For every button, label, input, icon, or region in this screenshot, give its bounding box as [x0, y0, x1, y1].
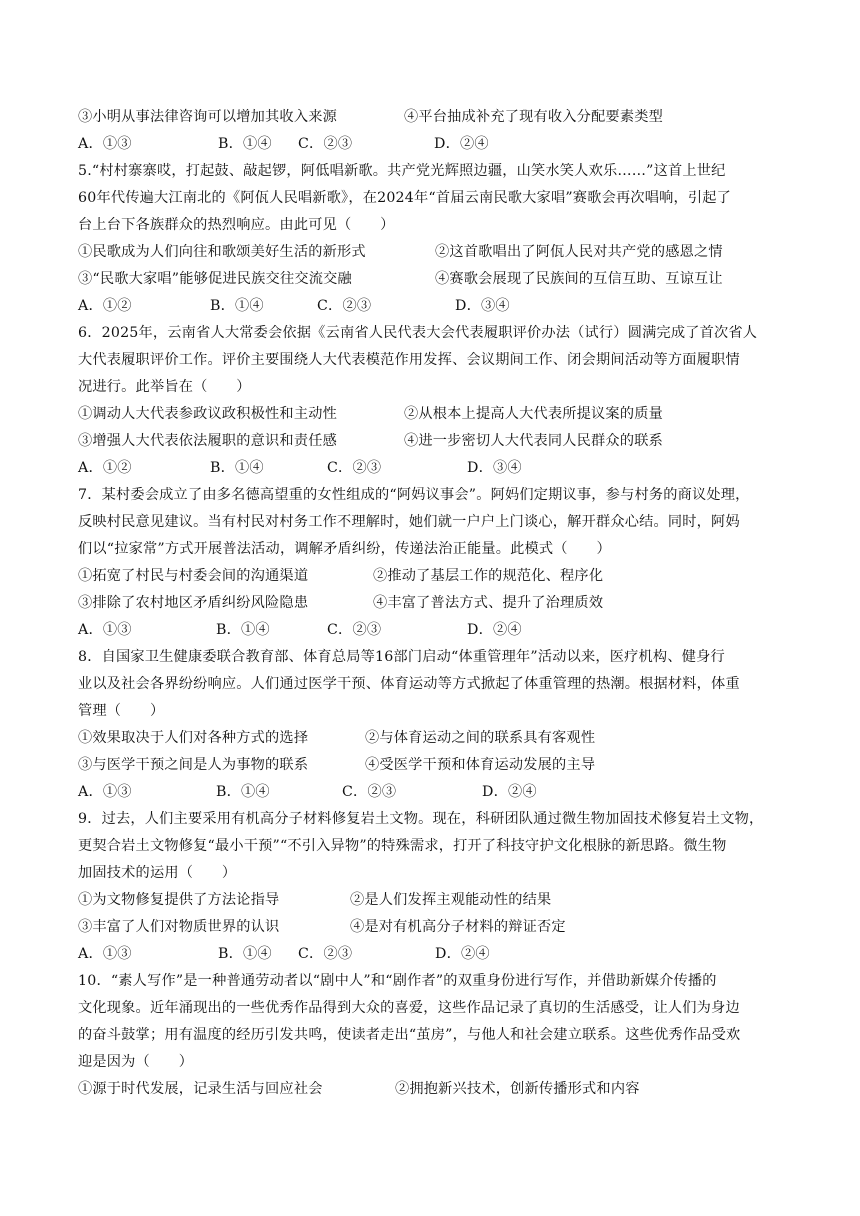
question-6-text: 大代表履职评价工作。评价主要围绕人大代表模范作用发挥、会议期间工作、闭会期间活动等方面履职情 [78, 352, 740, 368]
answer-d: D．③④ [467, 460, 522, 476]
option-1: ①为文物修复提供了方法论指导 [78, 892, 280, 908]
option-line [78, 270, 723, 288]
option-1: ①效果取决于人们对各种方式的选择 [78, 730, 309, 746]
option-2: ②拥抱新兴技术，创新传播形式和内容 [395, 1081, 640, 1097]
option-line [78, 432, 663, 450]
option-2: ②从根本上提高人大代表所提议案的质量 [404, 406, 663, 422]
answer-d: D．②④ [467, 622, 522, 638]
answer-line [78, 135, 489, 153]
answer-line [78, 459, 522, 477]
answer-b: B．①④ [216, 622, 270, 638]
option-line [78, 729, 595, 747]
answer-line [78, 783, 537, 801]
question-7-text: 7．某村委会成立了由多名德高望重的女性组成的“阿妈议事会”。阿妈们定期议事，参与村务的商议处理， [78, 487, 750, 503]
answer-a: A．①③ [78, 784, 132, 800]
answer-line [78, 945, 490, 963]
option-line [78, 1080, 640, 1098]
answer-a: A．①② [78, 298, 132, 314]
option-4: ④丰富了普法方式、提升了治理质效 [373, 595, 604, 611]
answer-d: D．②④ [482, 784, 537, 800]
answer-c: C．②③ [327, 460, 382, 476]
option-1: ①调动人大代表参政议政积极性和主动性 [78, 406, 337, 422]
option-4: ④平台抽成补充了现有收入分配要素类型 [404, 109, 663, 125]
option-line [78, 567, 603, 585]
answer-d: D．②④ [434, 136, 489, 152]
answer-c: C．②③ [298, 136, 353, 152]
answer-c: C．②③ [327, 622, 382, 638]
option-3: ③丰富了人们对物质世界的认识 [78, 919, 280, 935]
question-10-text: 迎是因为（ ） [78, 1054, 194, 1070]
option-3: ③“民歌大家唱”能够促进民族交往交流交融 [78, 271, 352, 287]
answer-a: A．①② [78, 460, 132, 476]
answer-c: C．②③ [298, 946, 353, 962]
question-9-text: 更契合岩土文物修复“最小干预”“不引入异物”的特殊需求，打开了科技守护文化根脉的新思路。微生物 [78, 838, 727, 854]
option-2: ②推动了基层工作的规范化、程序化 [373, 568, 604, 584]
question-10-text: 10．“素人写作”是一种普通劳动者以“剧中人”和“剧作者”的双重身份进行写作，并借助新媒介传播的 [78, 973, 717, 989]
question-9-text: 加固技术的运用（ ） [78, 865, 237, 881]
answer-a: A．①③ [78, 946, 132, 962]
option-line [78, 756, 595, 774]
option-3: ③排除了农村地区矛盾纠纷风险隐患 [78, 595, 309, 611]
question-8-text: 8．自国家卫生健康委联合教育部、体育总局等16部门启动“体重管理年”活动以来，医疗机构、健身行 [78, 649, 725, 665]
question-7-text: 们以“拉家常”方式开展普法活动，调解矛盾纠纷，传递法治正能量。此模式（ ） [78, 541, 611, 557]
option-line [78, 918, 566, 936]
option-1: ①民歌成为人们向往和歌颂美好生活的新形式 [78, 244, 366, 260]
option-2: ②这首歌唱出了阿佤人民对共产党的感恩之情 [435, 244, 723, 260]
question-7-text: 反映村民意见建议。当有村民对村务工作不理解时，她们就一户户上门谈心，解开群众心结。同时，阿妈 [78, 514, 740, 530]
answer-a: A．①③ [78, 622, 132, 638]
option-3: ③与医学干预之间是人为事物的联系 [78, 757, 309, 773]
option-4: ④是对有机高分子材料的辩证否定 [350, 919, 566, 935]
answer-b: B．①④ [218, 946, 272, 962]
option-3: ③增强人大代表依法履职的意识和责任感 [78, 433, 337, 449]
question-5-text: 台上台下各族群众的热烈响应。由此可见（ ） [78, 217, 395, 233]
question-5-text: 60年代传遍大江南北的《阿佤人民唱新歌》，在2024年“首届云南民歌大家唱”赛歌会再次唱响，引起了 [78, 190, 732, 206]
answer-b: B．①④ [210, 298, 264, 314]
question-6-text: 6．2025年，云南省人大常委会依据《云南省人民代表大会代表履职评价办法（试行）圆满完成了首次省人 [78, 325, 758, 341]
question-6-text: 况进行。此举旨在（ ） [78, 379, 251, 395]
answer-d: D．②④ [435, 946, 490, 962]
question-10-text: 的奋斗鼓掌；用有温度的经历引发共鸣，使读者走出“茧房”，与他人和社会建立联系。这些优秀作品受欢 [78, 1027, 741, 1043]
question-5-text: 5.“村村寨寨哎，打起鼓、敲起锣，阿低唱新歌。共产党光辉照边疆，山笑水笑人欢乐……”这首上世纪 [78, 163, 726, 179]
answer-b: B．①④ [210, 460, 264, 476]
option-line [78, 243, 723, 261]
option-line [78, 594, 603, 612]
option-1: ①源于时代发展，记录生活与回应社会 [78, 1081, 323, 1097]
question-8-text: 业以及社会各界纷纷响应。人们通过医学干预、体育运动等方式掀起了体重管理的热潮。根据材料，体重 [78, 676, 740, 692]
option-2: ②是人们发挥主观能动性的结果 [350, 892, 552, 908]
answer-a: A．①③ [78, 136, 132, 152]
question-8-text: 管理（ ） [78, 703, 165, 719]
answer-c: C．②③ [317, 298, 372, 314]
answer-line [78, 297, 510, 315]
option-4: ④进一步密切人大代表同人民群众的联系 [404, 433, 663, 449]
answer-b: B．①④ [216, 784, 270, 800]
answer-c: C．②③ [342, 784, 397, 800]
answer-d: D．③④ [455, 298, 510, 314]
option-line [78, 405, 663, 423]
question-9-text: 9．过去，人们主要采用有机高分子材料修复岩土文物。现在，科研团队通过微生物加固技术修复岩土文物， [78, 811, 764, 827]
option-4: ④受医学干预和体育运动发展的主导 [365, 757, 596, 773]
option-line [78, 108, 663, 126]
option-3: ③小明从事法律咨询可以增加其收入来源 [78, 109, 337, 125]
answer-b: B．①④ [218, 136, 272, 152]
question-10-text: 文化现象。近年涌现出的一些优秀作品得到大众的喜爱，这些作品记录了真切的生活感受，让人们为身边 [78, 1000, 740, 1016]
option-1: ①拓宽了村民与村委会间的沟通渠道 [78, 568, 309, 584]
option-line [78, 891, 551, 909]
option-4: ④赛歌会展现了民族间的互信互助、互谅互让 [435, 271, 723, 287]
option-2: ②与体育运动之间的联系具有客观性 [365, 730, 596, 746]
answer-line [78, 621, 522, 639]
